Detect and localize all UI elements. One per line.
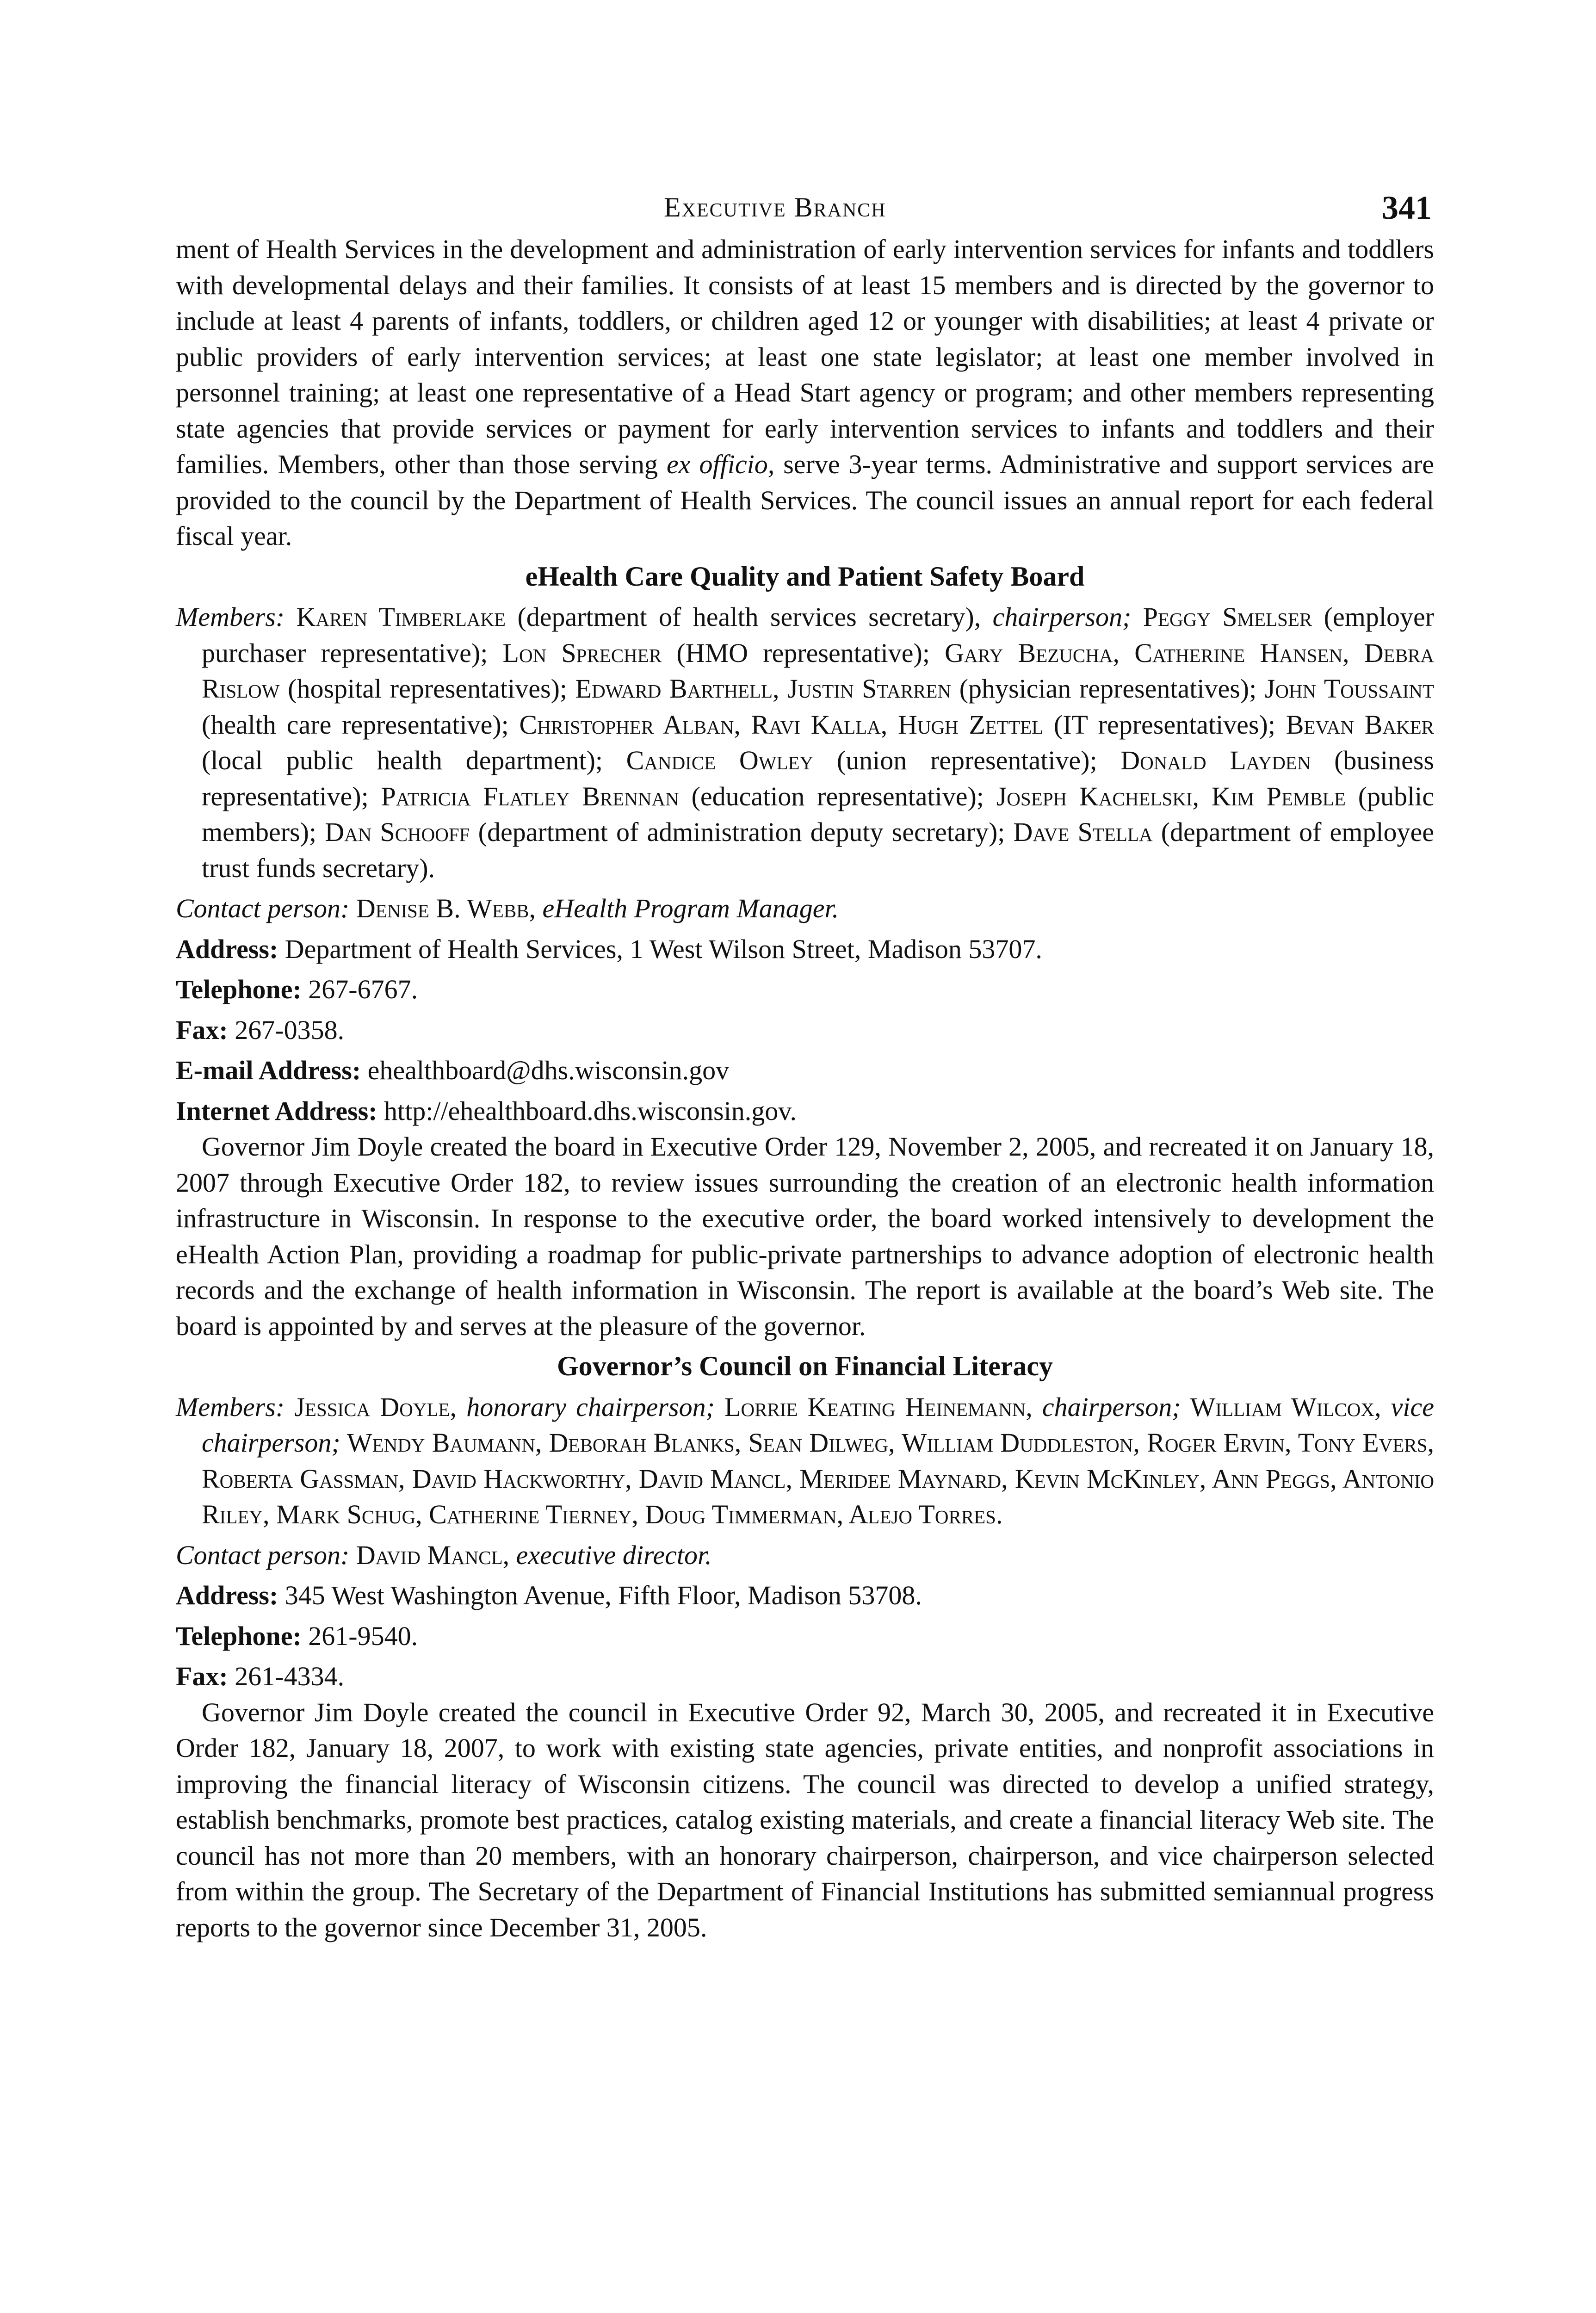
contact-title: executive director. — [509, 1540, 712, 1570]
member-title: vice chairperson; — [202, 1392, 1435, 1458]
address-value: Department of Health Services, 1 West Wilson Street, Madison 53707. — [278, 934, 1042, 964]
member-title: honorary chairperson; — [457, 1392, 715, 1422]
telephone-label: Telephone: — [176, 1620, 302, 1651]
fax-label: Fax: — [176, 1661, 228, 1691]
contact-title: eHealth Program Manager. — [536, 893, 839, 923]
page-number: 341 — [1382, 189, 1432, 226]
ehealth-members — [176, 599, 1434, 886]
member-role: (union representative); — [813, 745, 1121, 775]
telephone-value: 267-6767. — [301, 974, 418, 1004]
ehealth-email — [176, 1052, 1434, 1088]
member-role: (public members); — [202, 781, 1434, 847]
ehealth-address — [176, 931, 1434, 967]
intro-text-2: serve 3-year terms. Administrative and support services are provided to the council by the Department of Health Services. The council issues an annual report for each federal fiscal year. — [176, 449, 1435, 551]
member-role: (hospital representatives); — [279, 674, 575, 704]
member-title: chairperson; — [1032, 1392, 1181, 1422]
member-name: Peggy Smelser — [1131, 602, 1312, 632]
intro-paragraph — [176, 231, 1434, 554]
fax-value: 261-4334. — [228, 1661, 345, 1691]
member-role: (employer purchaser representative); — [202, 602, 1435, 668]
member-name: Karen Timberlake — [296, 602, 506, 632]
member-name: Edward Barthell, Justin Starren — [575, 674, 952, 704]
member-name: Donald Layden — [1120, 745, 1311, 775]
member-name: Lorrie Keating Heinemann, — [714, 1392, 1033, 1422]
contact-name: Denise B. Webb, — [349, 893, 536, 923]
contact-label: Contact person: — [176, 1540, 350, 1570]
financial-literacy-address — [176, 1577, 1434, 1614]
member-name: Dave Stella — [1013, 817, 1153, 847]
member-name: Christopher Alban, Ravi Kalla, Hugh Zettel — [519, 709, 1044, 740]
address-value: 345 West Washington Avenue, Fifth Floor, Madison 53708. — [278, 1580, 922, 1610]
member-role: (physician representatives); — [951, 674, 1265, 704]
ehealth-internet — [176, 1093, 1434, 1129]
members-label: Members: — [176, 1392, 285, 1422]
ex-officio-term: ex officio, — [667, 449, 775, 479]
member-role: (department of employee trust funds secretary). — [202, 817, 1435, 883]
members-label: Members: — [176, 602, 285, 632]
internet-value: http://ehealthboard.dhs.wisconsin.gov. — [377, 1095, 797, 1126]
financial-literacy-fax — [176, 1658, 1434, 1695]
page-content — [176, 231, 1434, 1945]
ehealth-board-heading: eHealth Care Quality and Patient Safety Board — [525, 561, 1085, 592]
fax-label: Fax: — [176, 1014, 228, 1045]
address-label: Address: — [176, 1580, 278, 1610]
member-role: (education representative); — [679, 781, 996, 811]
member-name: Wendy Baumann, Deborah Blanks, Sean Dilweg, William Duddleston, Roger Ervin, Tony Evers, Roberta Gassman, David Hackworthy, David Mancl, Meridee Maynard, Kevin McKinley, Ann Peggs, Antonio Riley, Mark Schug, Catherine Tierney, Doug Timmerman, Alejo Torres. — [202, 1428, 1434, 1529]
financial-literacy-heading: Governor’s Council on Financial Literacy — [557, 1351, 1053, 1381]
member-role: (health care representative); — [202, 709, 520, 740]
section-title: Executive Branch — [664, 192, 886, 223]
member-role: (HMO representative); — [662, 637, 945, 668]
email-value: ehealthboard@dhs.wisconsin.gov — [361, 1055, 730, 1085]
telephone-label: Telephone: — [176, 974, 302, 1004]
contact-name: David Mancl, — [349, 1540, 510, 1570]
member-role: (department of administration deputy secretary); — [470, 817, 1014, 847]
financial-literacy-description: Governor Jim Doyle created the council in Executive Order 92, March 30, 2005, and recreated it in Executive Order 182, January 18, 2007, to work with existing state agencies, private entities, and nonprofit associations in improving the financial literacy of Wisconsin citizens. The council was directed to develop a unified strategy, establish benchmarks, promote best practices, catalog existing materials, and create a financial literacy Web site. The council has not more than 20 members, with an honorary chairperson, chairperson, and vice chairperson selected from within the group. The Secretary of the Department of Financial Institutions has submitted semiannual progress reports to the governor since December 31, 2005. — [176, 1697, 1434, 1942]
member-role: (business representative); — [202, 745, 1434, 811]
member-name: Jessica Doyle, — [294, 1392, 457, 1422]
internet-label: Internet Address: — [176, 1095, 377, 1126]
ehealth-telephone — [176, 971, 1434, 1008]
member-name: Bevan Baker — [1286, 709, 1434, 740]
financial-literacy-telephone — [176, 1618, 1434, 1654]
telephone-value: 261-9540. — [301, 1620, 418, 1651]
member-name: Joseph Kachelski, Kim Pemble — [996, 781, 1346, 811]
member-role: (local public health department); — [202, 745, 626, 775]
member-name: Patricia Flatley Brennan — [381, 781, 679, 811]
ehealth-contact — [176, 891, 1434, 927]
financial-literacy-members — [176, 1389, 1434, 1533]
contact-label: Contact person: — [176, 893, 350, 923]
member-name: Gary Bezucha, Catherine Hansen, Debra Rislow — [202, 637, 1434, 704]
intro-text-1: ment of Health Services in the development and administration of early intervention services for infants and toddlers with developmental delays and their families. It consists of at least 15 members and is directed by the governor to include at least 4 parents of infants, toddlers, or children aged 12 or younger with disabilities; at least 4 private or public providers of early intervention services; at least one state legislator; at least one member involved in personnel training; at least one representative of a Head Start agency or program; and other members representing state agencies that provide services or payment for early intervention services to infants and toddlers and their families. Members, other than those serving — [176, 234, 1434, 479]
member-name: Candice Owley — [626, 745, 814, 775]
running-head — [0, 96, 1596, 226]
address-label: Address: — [176, 934, 278, 964]
ehealth-description: Governor Jim Doyle created the board in Executive Order 129, November 2, 2005, and recreated it on January 18, 2007 through Executive Order 182, to review issues surrounding the creation of an electronic health information infrastructure in Wisconsin. In response to the executive order, the board worked intensively to development the eHealth Action Plan, providing a roadmap for public-private partnerships to advance adoption of electronic health records and the exchange of health information in Wisconsin. The report is available at the board’s Web site. The board is appointed by and serves at the pleasure of the governor. — [176, 1132, 1434, 1341]
fax-value: 267-0358. — [228, 1014, 345, 1045]
financial-literacy-contact — [176, 1537, 1434, 1573]
member-name: John Toussaint — [1264, 674, 1434, 704]
member-title: chairperson; — [992, 602, 1132, 632]
member-name: Dan Schooff — [325, 817, 470, 847]
member-name: Lon Sprecher — [502, 637, 662, 668]
member-role: (IT representatives); — [1043, 709, 1286, 740]
member-role: (department of health services secretary), — [506, 602, 993, 632]
member-name: William Wilcox, — [1181, 1392, 1381, 1422]
ehealth-fax — [176, 1012, 1434, 1048]
email-label: E-mail Address: — [176, 1055, 361, 1085]
